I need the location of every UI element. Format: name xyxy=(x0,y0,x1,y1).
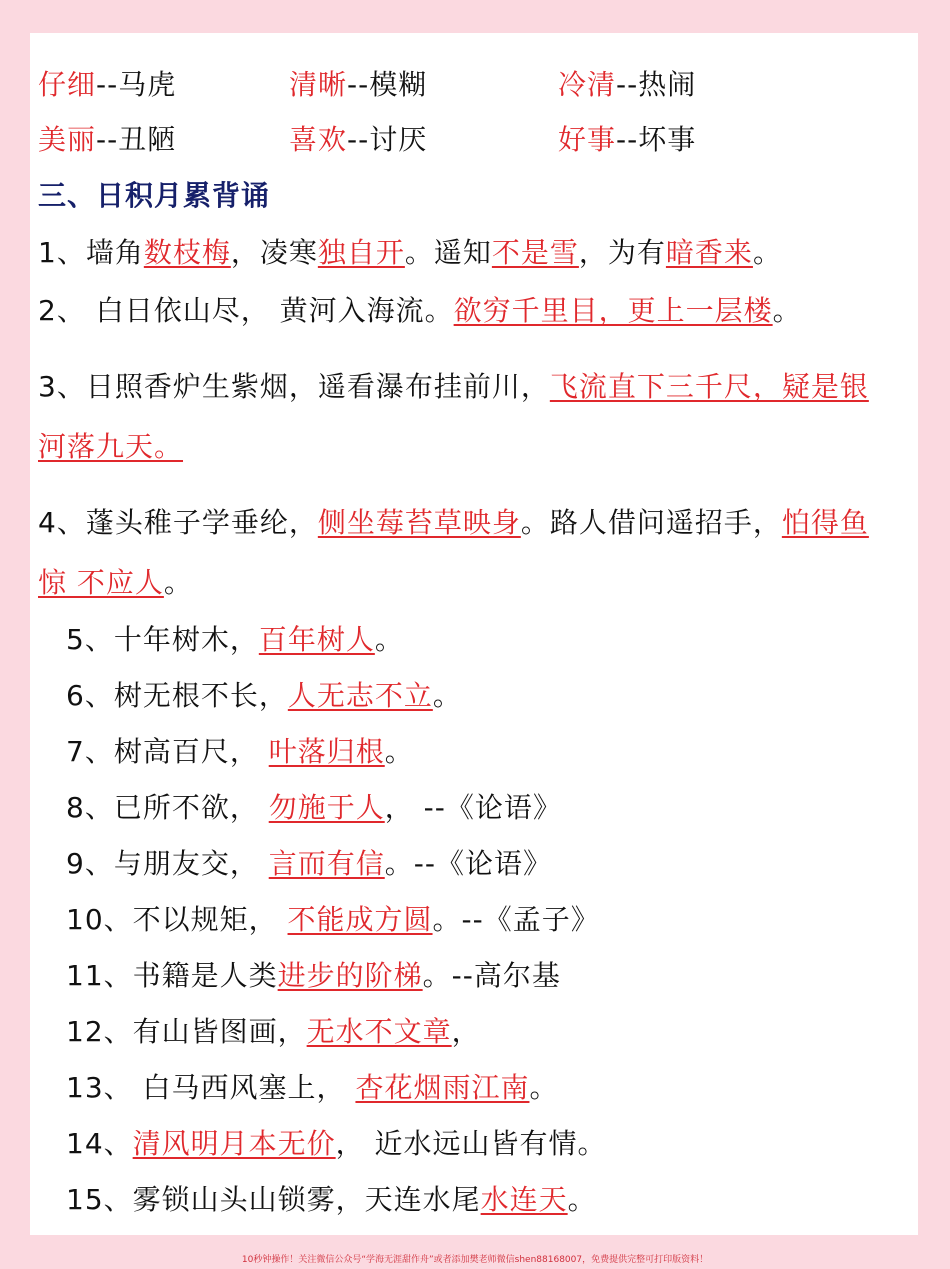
antonym-pair xyxy=(289,65,427,105)
item-answer: 独自开 xyxy=(317,236,405,269)
item-text: 6、树无根不长， xyxy=(66,679,288,712)
antonym-pair xyxy=(38,65,176,105)
item-text: 。路人借问遥招手， xyxy=(520,506,782,539)
recitation-item xyxy=(66,900,600,940)
recitation-item xyxy=(66,1068,558,1108)
recitation-item xyxy=(66,956,561,996)
antonym-word: 清晰 xyxy=(289,68,348,101)
worksheet-page xyxy=(30,33,918,1235)
item-answer: 人无志不立 xyxy=(287,679,433,712)
item-answer: 暗香来 xyxy=(665,236,753,269)
antonym-opposite: 讨厌 xyxy=(369,123,428,156)
recitation-item xyxy=(66,732,414,772)
recitation-item xyxy=(66,1012,481,1052)
antonym-word: 好事 xyxy=(558,123,617,156)
item-text: 。--《论语》 xyxy=(384,847,552,880)
item-text: 。--高尔基 xyxy=(422,959,561,992)
recitation-item-continued xyxy=(38,563,193,603)
item-text: 9、与朋友交， xyxy=(66,847,269,880)
item-text: 7、树高百尺， xyxy=(66,735,269,768)
item-text: 。 xyxy=(752,236,782,269)
item-text: 1、墙角 xyxy=(38,236,144,269)
item-answer: 清风明月本无价 xyxy=(132,1127,336,1160)
item-text: ， xyxy=(451,1015,481,1048)
item-text: 5、十年树木， xyxy=(66,623,259,656)
antonym-opposite: 模糊 xyxy=(369,68,428,101)
recitation-item xyxy=(38,233,782,273)
antonym-word: 仔细 xyxy=(38,68,97,101)
antonym-opposite: 马虎 xyxy=(118,68,177,101)
antonym-opposite: 热闹 xyxy=(638,68,697,101)
item-text: ，凌寒 xyxy=(230,236,318,269)
antonym-separator: -- xyxy=(96,123,119,156)
antonym-separator: -- xyxy=(616,123,639,156)
recitation-item-continued xyxy=(38,427,183,467)
item-answer: 不是雪 xyxy=(491,236,579,269)
antonym-word: 冷清 xyxy=(558,68,617,101)
antonym-word: 喜欢 xyxy=(289,123,348,156)
item-answer: 惊 不应人 xyxy=(38,566,164,599)
antonym-separator: -- xyxy=(616,68,639,101)
item-text: 3、日照香炉生紫烟，遥看瀑布挂前川， xyxy=(38,370,550,403)
item-text: 8、已所不欲， xyxy=(66,791,269,824)
item-answer: 不能成方圆 xyxy=(287,903,433,936)
recitation-item xyxy=(66,788,562,828)
item-answer: 河落九天。 xyxy=(38,430,184,463)
antonym-pair xyxy=(38,120,176,160)
antonym-separator: -- xyxy=(96,68,119,101)
item-answer: 侧坐莓苔草映身 xyxy=(317,506,521,539)
item-text: 10、不以规矩， xyxy=(66,903,288,936)
item-text: 。 xyxy=(567,1183,597,1216)
item-text: 11、书籍是人类 xyxy=(66,959,278,992)
item-text: 。 xyxy=(432,679,462,712)
item-text: 。 xyxy=(384,735,414,768)
item-answer: 无水不文章 xyxy=(306,1015,452,1048)
item-answer: 百年树人 xyxy=(258,623,375,656)
item-text: ，为有 xyxy=(578,236,666,269)
item-text: 。 xyxy=(374,623,404,656)
recitation-item xyxy=(66,844,552,884)
item-answer: 进步的阶梯 xyxy=(277,959,423,992)
section-title: 三、日积月累背诵 xyxy=(38,179,271,212)
item-answer: 杏花烟雨江南 xyxy=(355,1071,530,1104)
antonym-separator: -- xyxy=(347,68,370,101)
item-text: ， 近水远山皆有情。 xyxy=(335,1127,607,1160)
antonym-pair xyxy=(289,120,427,160)
recitation-item xyxy=(38,503,869,543)
antonym-separator: -- xyxy=(347,123,370,156)
item-text: 13、 白马西风塞上， xyxy=(66,1071,356,1104)
item-text: 。 xyxy=(163,566,193,599)
item-text: 。 xyxy=(529,1071,559,1104)
item-answer: 飞流直下三千尺，疑是银 xyxy=(549,370,869,403)
antonym-opposite: 丑陋 xyxy=(118,123,177,156)
item-answer: 水连天 xyxy=(480,1183,568,1216)
item-text: 2、 白日依山尽， 黄河入海流。 xyxy=(38,294,454,327)
recitation-item xyxy=(66,1124,607,1164)
item-text: 。--《孟子》 xyxy=(432,903,600,936)
item-answer: 怕得鱼 xyxy=(781,506,869,539)
item-answer: 言而有信 xyxy=(268,847,385,880)
recitation-item xyxy=(66,620,404,660)
antonym-opposite: 坏事 xyxy=(638,123,697,156)
footer-notice: 10秒钟操作！关注微信公众号“学海无涯甜作舟”或者添加樊老师微信shen88168007，免费提供完整可打印版资料！ xyxy=(241,1255,709,1265)
recitation-item xyxy=(38,367,869,407)
item-answer: 叶落归根 xyxy=(268,735,385,768)
item-answer: 欲穷千里目，更上一层楼 xyxy=(453,294,773,327)
antonym-pair xyxy=(558,120,696,160)
recitation-item xyxy=(66,1180,597,1220)
antonym-word: 美丽 xyxy=(38,123,97,156)
item-text: ， --《论语》 xyxy=(384,791,562,824)
item-text: 。 xyxy=(772,294,802,327)
antonym-pair xyxy=(558,65,696,105)
item-text: 12、有山皆图画， xyxy=(66,1015,307,1048)
item-text: 。遥知 xyxy=(404,236,492,269)
item-text: 15、雾锁山头山锁雾，天连水尾 xyxy=(66,1183,481,1216)
item-answer: 勿施于人 xyxy=(268,791,385,824)
recitation-item xyxy=(38,291,802,331)
item-text: 14、 xyxy=(66,1127,133,1160)
item-answer: 数枝梅 xyxy=(143,236,231,269)
recitation-item xyxy=(66,676,462,716)
item-text: 4、蓬头稚子学垂纶， xyxy=(38,506,318,539)
